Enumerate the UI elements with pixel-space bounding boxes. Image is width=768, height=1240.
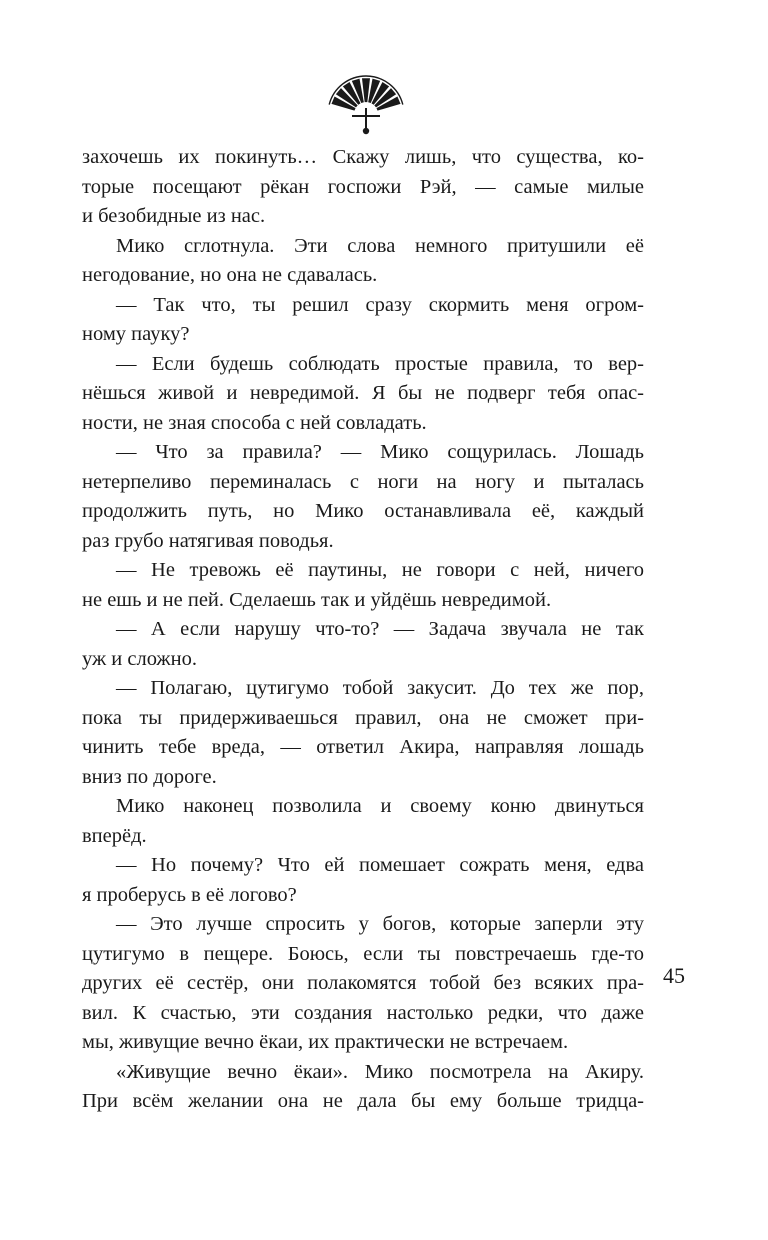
fan-ornament-icon bbox=[322, 74, 410, 136]
text-line: не ешь и не пей. Сделаешь так и уйдёшь невредимой. bbox=[82, 588, 552, 611]
text-line: и безобидные из нас. bbox=[82, 205, 266, 227]
text-line: раз грубо натягивая поводья. bbox=[82, 529, 334, 552]
text-line: негодование, но она не сдавалась. bbox=[82, 264, 378, 286]
text-line: «Живущие вечно ёкаи». Мико посмотрела на Акиру. bbox=[116, 1060, 644, 1083]
fan-tassel bbox=[363, 128, 369, 134]
text-line: ности, не зная способа с ней совладать. bbox=[82, 411, 427, 434]
text-line: Мико наконец позволила и своему коню двинуться bbox=[116, 795, 644, 817]
text-line: торые посещают рёкан госпожи Рэй, — самые милые bbox=[82, 175, 644, 198]
text-line: — Если будешь соблюдать простые правила, то вер- bbox=[116, 352, 644, 375]
text-line: чинить тебе вреда, — ответил Акира, направляя лошадь bbox=[82, 736, 644, 758]
text-line: Мико сглотнула. Эти слова немного притушили её bbox=[116, 234, 644, 257]
text-line: захочешь их покинуть… Скажу лишь, что существа, ко- bbox=[82, 146, 644, 168]
page-number: 45 bbox=[663, 963, 685, 988]
text-line: продолжить путь, но Мико останавливала её, каждый bbox=[82, 500, 644, 522]
text-line: — Но почему? Что ей помешает сожрать меня, едва bbox=[116, 854, 644, 876]
fan-blade bbox=[362, 78, 370, 102]
text-line: я проберусь в её логово? bbox=[82, 883, 297, 906]
text-line: — А если нарушу что-то? — Задача звучала не так bbox=[116, 618, 644, 640]
text-line: нетерпеливо переминалась с ноги на ногу и пыталась bbox=[82, 470, 644, 493]
text-line: вперёд. bbox=[82, 824, 147, 847]
text-line: вниз по дороге. bbox=[82, 765, 217, 788]
text-line: мы, живущие вечно ёкаи, их практически не встречаем. bbox=[82, 1031, 569, 1053]
text-line: — Полагаю, цутигумо тобой закусит. До тех же пор, bbox=[116, 677, 644, 699]
text-line: уж и сложно. bbox=[82, 647, 197, 670]
text-line: пока ты придерживаешься правил, она не сможет при- bbox=[82, 706, 644, 729]
text-line: цутигумо в пещере. Боюсь, если ты повстречаешь где-то bbox=[82, 942, 644, 965]
text-line: вил. К счастью, эти создания настолько редки, что даже bbox=[82, 1001, 644, 1024]
text-line: нёшься живой и невредимой. Я бы не подверг тебя опас- bbox=[82, 382, 644, 404]
text-line: — Не тревожь её паутины, не говори с ней, ничего bbox=[116, 559, 644, 581]
text-line: — Это лучше спросить у богов, которые заперли эту bbox=[116, 913, 644, 935]
text-line: других её сестёр, они полакомятся тобой без всяких пра- bbox=[82, 972, 644, 994]
text-line: При всём желании она не дала бы ему больше тридца- bbox=[82, 1090, 644, 1112]
text-line: ному пауку? bbox=[82, 323, 190, 345]
text-line: — Что за правила? — Мико сощурилась. Лошадь bbox=[116, 441, 644, 463]
page-body-text bbox=[82, 143, 644, 1117]
text-line: — Так что, ты решил сразу скормить меня огром- bbox=[116, 293, 644, 316]
